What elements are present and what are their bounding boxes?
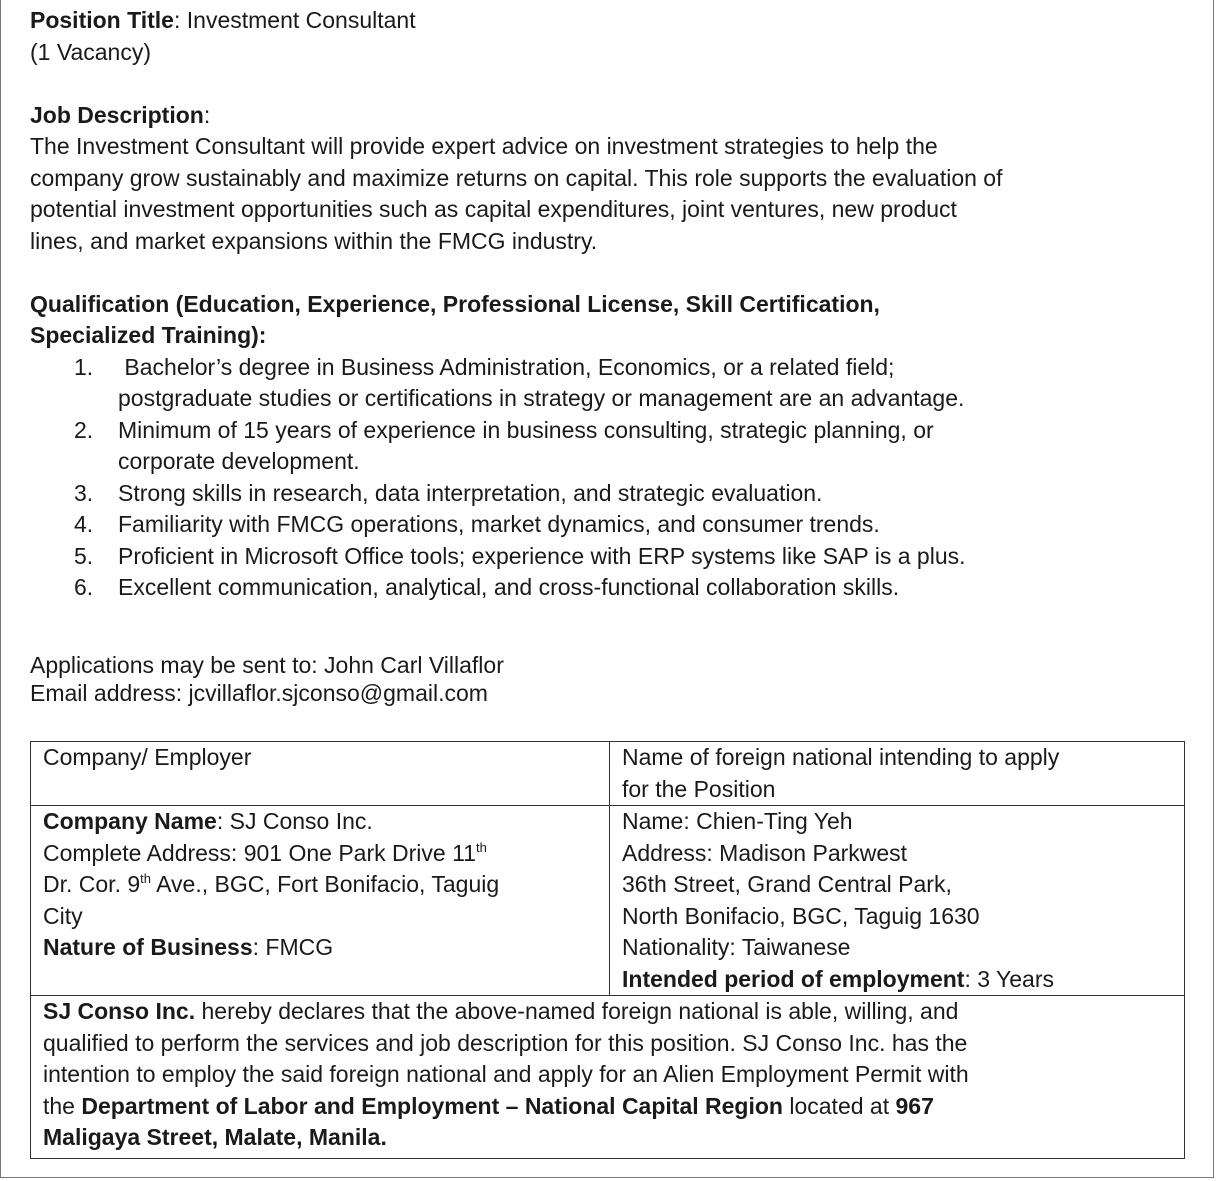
employment-table (30, 741, 1185, 1159)
document-body (30, 5, 1190, 707)
vacancy-count: (1 Vacancy) (30, 38, 152, 65)
table-row (31, 806, 1185, 996)
nature-of-business: Nature of Business: FMCG (43, 934, 334, 960)
declaration-row (31, 996, 1185, 1159)
list-item: 2. Minimum of 15 years of experience in business consulting, strategic planning, or corporate development. (74, 416, 934, 474)
list-item: 4. Familiarity with FMCG operations, market dynamics, and consumer trends. (74, 511, 880, 537)
foreign-national-details-cell (610, 806, 1185, 996)
foreigner-name: Name: Chien-Ting Yeh (622, 808, 853, 834)
position-title: Position Title: Investment Consultant (30, 7, 416, 33)
table-header-row (31, 742, 1185, 806)
header-foreign-national: Name of foreign national intending to apply for the Position (610, 742, 1185, 806)
foreigner-nationality: Nationality: Taiwanese (622, 934, 851, 960)
qualification-list (30, 352, 1190, 604)
foreigner-address: Address: Madison Parkwest 36th Street, Grand Central Park, North Bonifacio, BGC, Taguig 1630 (622, 839, 980, 929)
list-item: 3. Strong skills in research, data interpretation, and strategic evaluation. (74, 479, 823, 506)
header-company-employer: Company/ Employer (31, 742, 610, 806)
employment-period: Intended period of employment: 3 Years (622, 965, 1054, 992)
job-description-text: The Investment Consultant will provide expert advice on investment strategies to help the company grow sustainably and maximize returns on capital. This role supports the evaluation of potential investment opportunities such as capital expenditures, joint ventures, new product lines, and market expansions within the FMCG industry. (30, 133, 1003, 254)
list-item: 5. Proficient in Microsoft Office tools; experience with ERP systems like SAP is a plus. (74, 542, 966, 569)
job-description-heading: Job Description: (30, 101, 211, 128)
email-address: Email address: jcvillaflor.sjconso@gmail.com (30, 679, 488, 706)
list-item: 1. Bachelor’s degree in Business Administration, Economics, or a related field; postgraduate studies or certifications in strategy or management are an advantage. (74, 353, 965, 411)
qualification-heading: Qualification (Education, Experience, Professional License, Skill Certification, Specialized Training): (30, 290, 880, 348)
list-item: 6. Excellent communication, analytical, and cross-functional collaboration skills. (74, 574, 900, 600)
application-contact: Applications may be sent to: John Carl Villaflor Email address: jcvillaflor.sjconso@gmail.com (30, 651, 1190, 707)
company-address: Complete Address: 901 One Park Drive 11th Dr. Cor. 9th Ave., BGC, Fort Bonifacio, Taguig City (43, 839, 500, 929)
company-name: Company Name: SJ Conso Inc. (43, 808, 373, 834)
declaration-cell: SJ Conso Inc. hereby declares that the above-named foreign national is able, willing, and qualified to perform the services and job description for this position. SJ Conso Inc. has the intention to employ the said foreign national and apply for an Alien Employment Permit with the Department of Labor and Employment – National Capital Region located at 967 Maligaya Street, Malate, Manila. (31, 996, 1185, 1159)
company-details-cell (31, 806, 610, 996)
